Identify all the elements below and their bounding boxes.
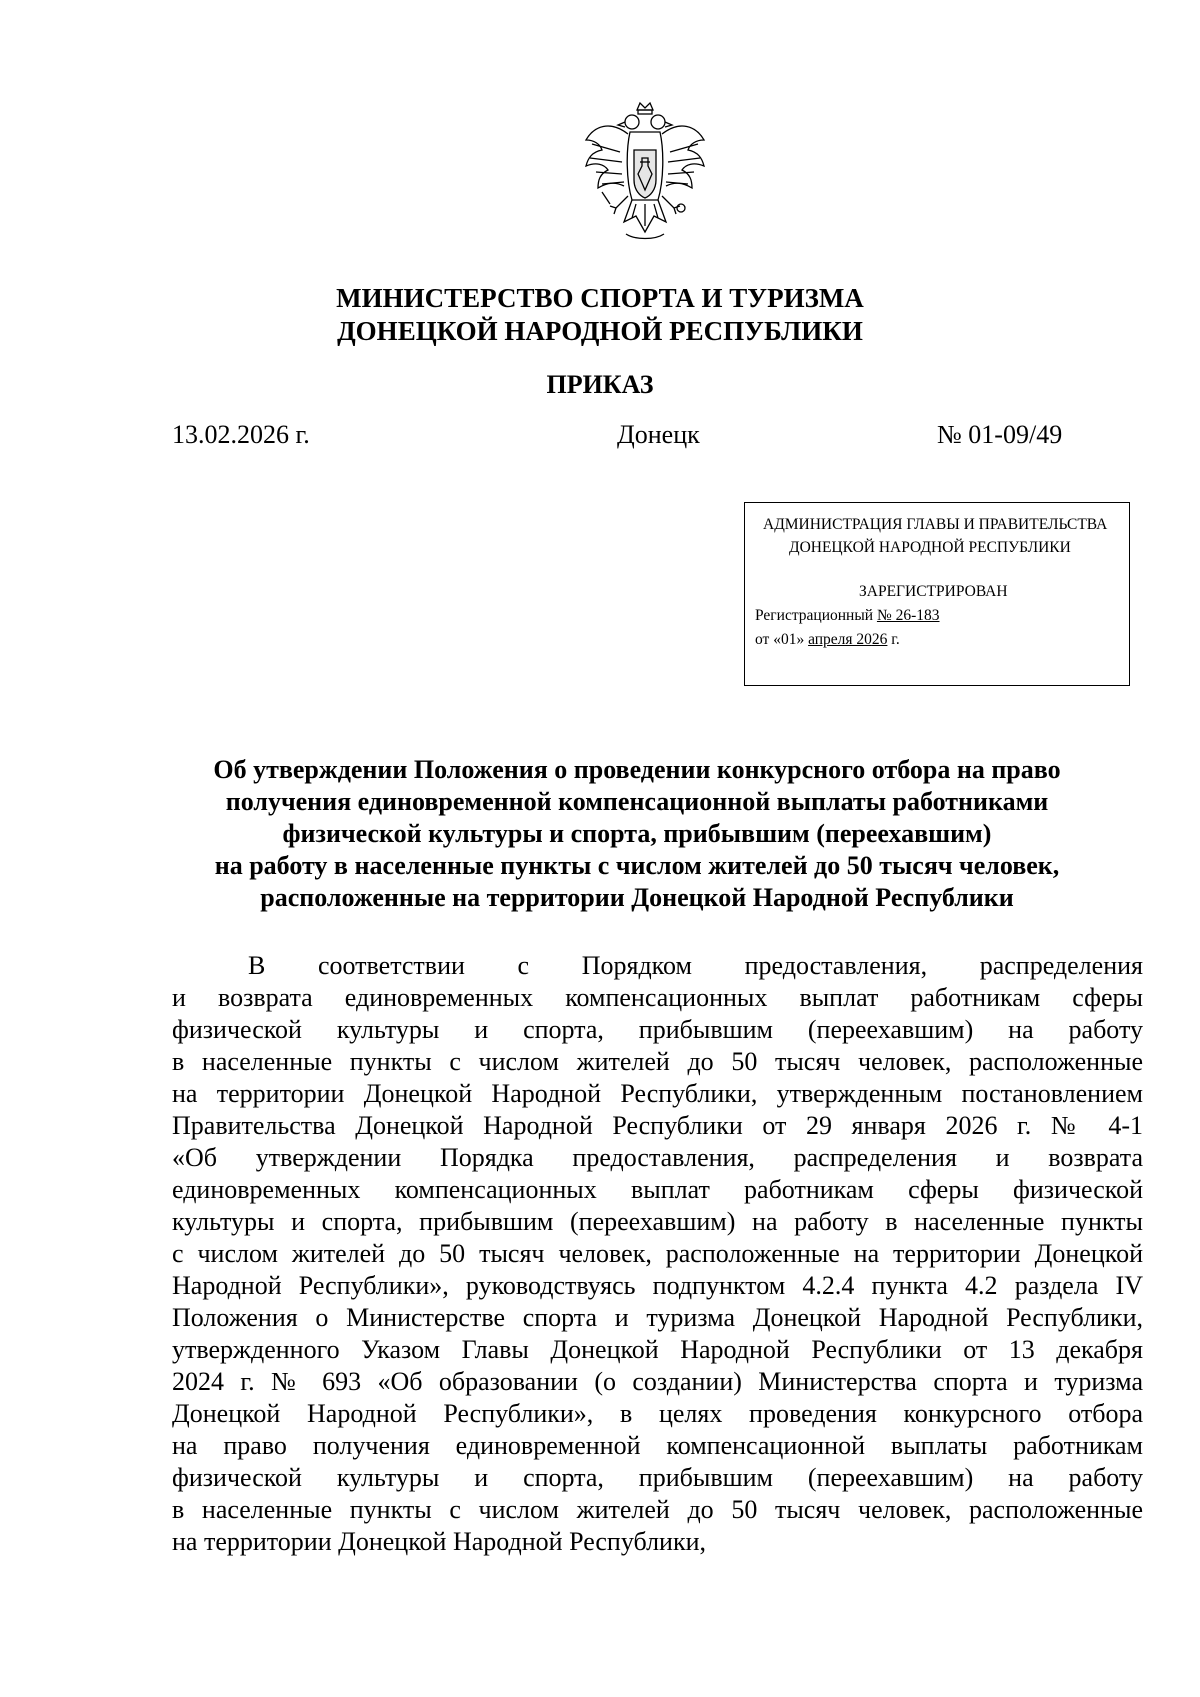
order-city: Донецк xyxy=(617,420,700,449)
body-line: В соответствии с Порядком предоставления, распределения xyxy=(248,951,1143,980)
registration-date-year: 26 xyxy=(871,631,888,648)
registration-status: ЗАРЕГИСТРИРОВАН xyxy=(859,583,1008,600)
body-line: в населенные пункты с числом жителей до 50 тысяч человек, расположенные xyxy=(172,1047,1143,1076)
ministry-header xyxy=(0,282,1200,348)
body-line: и возврата единовременных компенсационных выплат работникам сферы xyxy=(172,983,1143,1012)
subject-line-3: физической культуры и спорта, прибывшим (переехавшим) xyxy=(282,819,992,848)
ministry-line-2: ДОНЕЦКОЙ НАРОДНОЙ РЕСПУБЛИКИ xyxy=(337,316,863,346)
registration-date-month: апреля 20 xyxy=(808,631,872,648)
body-line: на право получения единовременной компенсационной выплаты работникам xyxy=(172,1431,1143,1460)
registration-date-prefix: от «01» xyxy=(755,631,809,648)
body-line: физической культуры и спорта, прибывшим (переехавшим) на работу xyxy=(172,1015,1143,1044)
order-title: ПРИКАЗ xyxy=(546,370,654,399)
body-line: с числом жителей до 50 тысяч человек, расположенные на территории Донецкой xyxy=(172,1239,1143,1268)
coat-of-arms-emblem xyxy=(580,100,710,250)
body-line: культуры и спорта, прибывшим (переехавшим) на работу в населенные пункты xyxy=(172,1207,1143,1236)
registration-number: № 26-183 xyxy=(876,607,940,624)
registration-number-label: Регистрационный xyxy=(755,607,877,624)
body-line: 2024 г. № 693 «Об образовании (о создании) Министерства спорта и туризма xyxy=(172,1367,1143,1396)
order-date: 13.02.2026 г. xyxy=(172,420,310,449)
body-line: «Об утверждении Порядка предоставления, распределения и возврата xyxy=(172,1143,1143,1172)
subject-line-5: расположенные на территории Донецкой Народной Республики xyxy=(260,883,1014,912)
subject-line-1: Об утверждении Положения о проведении конкурсного отбора на право xyxy=(213,755,1061,784)
subject-line-4: на работу в населенные пункты с числом жителей до 50 тысяч человек, xyxy=(214,851,1060,880)
body-line: утвержденного Указом Главы Донецкой Народной Республики от 13 декабря xyxy=(172,1335,1143,1364)
registration-date-line xyxy=(755,631,900,649)
registration-number-line xyxy=(755,607,940,625)
order-subject xyxy=(172,754,1102,914)
registration-line-1: АДМИНИСТРАЦИЯ ГЛАВЫ И ПРАВИТЕЛЬСТВА xyxy=(763,516,1108,533)
body-line: на территории Донецкой Народной Республики, xyxy=(172,1527,707,1556)
ministry-line-1: МИНИСТЕРСТВО СПОРТА И ТУРИЗМА xyxy=(336,283,864,313)
order-number: № 01-09/49 xyxy=(937,420,1063,449)
body-line: физической культуры и спорта, прибывшим (переехавшим) на работу xyxy=(172,1463,1143,1492)
body-line: Народной Республики», руководствуясь подпунктом 4.2.4 пункта 4.2 раздела IV xyxy=(172,1271,1143,1300)
order-body xyxy=(172,950,1143,1558)
registration-date-suffix: г. xyxy=(887,631,900,648)
body-line: Донецкой Народной Республики», в целях проведения конкурсного отбора xyxy=(172,1399,1143,1428)
body-line: единовременных компенсационных выплат работникам сферы физической xyxy=(172,1175,1143,1204)
body-line: Правительства Донецкой Народной Республики от 29 января 2026 г. № 4-1 xyxy=(172,1111,1143,1140)
body-line: Положения о Министерстве спорта и туризма Донецкой Народной Республики, xyxy=(172,1303,1143,1332)
subject-line-2: получения единовременной компенсационной выплаты работниками xyxy=(225,787,1049,816)
body-line: в населенные пункты с числом жителей до 50 тысяч человек, расположенные xyxy=(172,1495,1143,1524)
registration-line-2: ДОНЕЦКОЙ НАРОДНОЙ РЕСПУБЛИКИ xyxy=(789,539,1071,556)
registration-stamp xyxy=(744,502,1130,686)
body-line: на территории Донецкой Народной Республики, утвержденным постановлением xyxy=(172,1079,1143,1108)
